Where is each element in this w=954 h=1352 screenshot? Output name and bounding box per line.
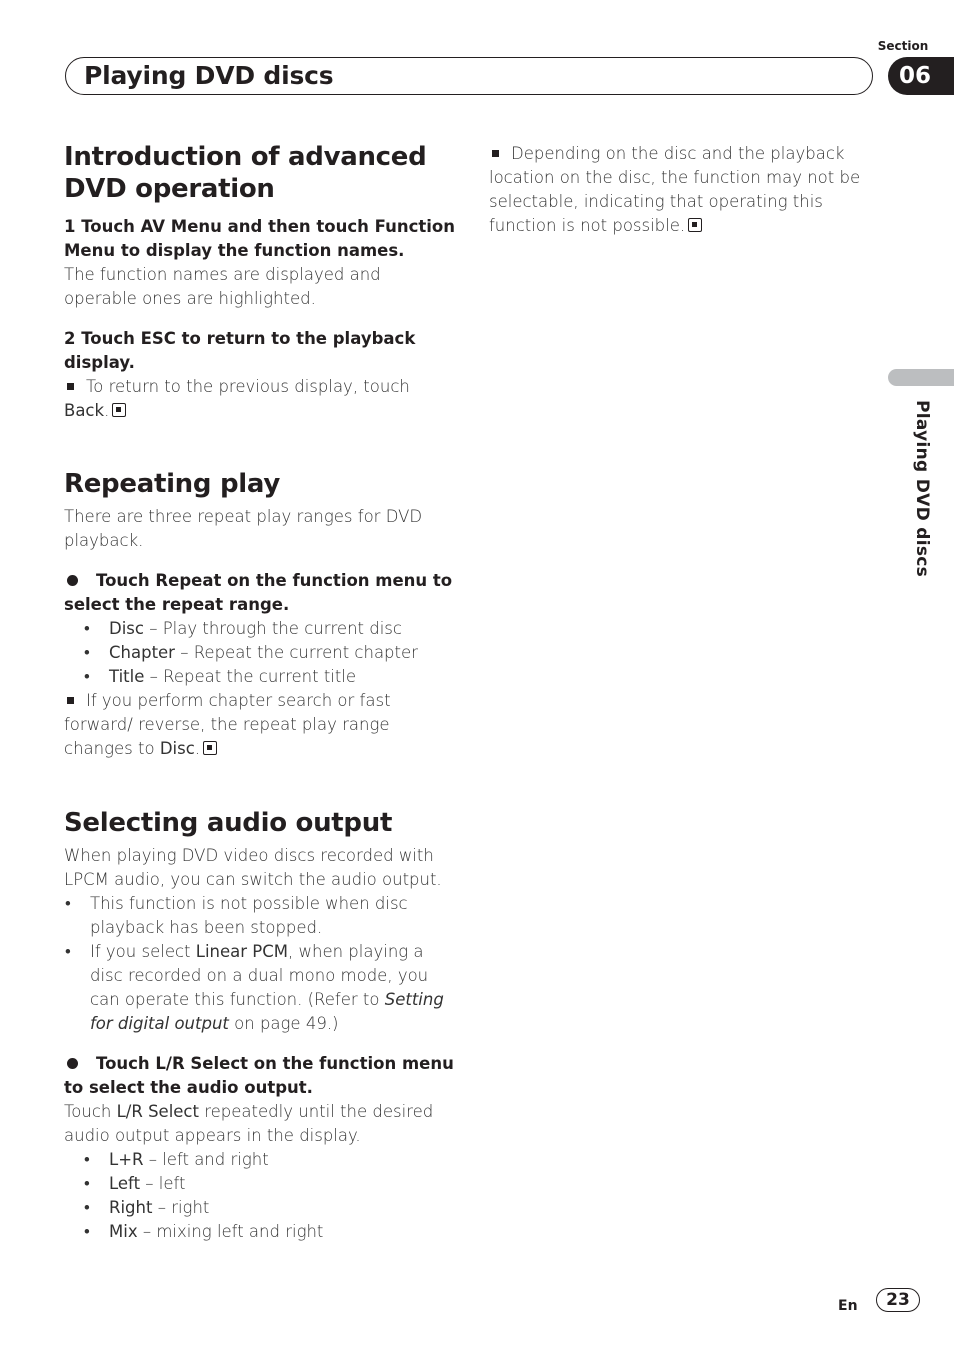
intro-heading: Introduction of advanced DVD operation — [64, 142, 427, 204]
header-title: Playing DVD discs — [84, 61, 334, 90]
left-column — [64, 141, 456, 1244]
intro-step2-note: To return to the previous display, touch Back. — [64, 377, 410, 420]
step-bullet-icon — [67, 575, 78, 586]
list-item: • L+R – left and right — [64, 1148, 456, 1172]
repeat-options-list — [64, 617, 456, 689]
list-item: • Mix – mixing left and right — [64, 1220, 456, 1244]
note-square-icon — [67, 383, 74, 390]
list-item: • Title – Repeat the current title — [64, 665, 456, 689]
section-label: Section — [877, 39, 929, 53]
audio-heading: Selecting audio output — [64, 808, 393, 838]
intro-step1-title: 1 Touch AV Menu and then touch Function Menu to display the function names. — [64, 217, 455, 260]
intro-step1-body: The function names are displayed and operable ones are highlighted. — [64, 265, 381, 308]
repeat-body: There are three repeat play ranges for DVD playback. — [64, 507, 423, 550]
end-mark-icon — [688, 218, 702, 232]
audio-body: When playing DVD video discs recorded with LPCM audio, you can switch the audio output. — [64, 846, 442, 889]
step-bullet-icon — [67, 1058, 78, 1069]
right-column — [489, 142, 881, 238]
end-mark-icon — [203, 741, 217, 755]
side-tab-label: Playing DVD discs — [912, 400, 932, 578]
list-item: • If you select Linear PCM, when playing a disc recorded on a dual mono mode, you can operate this function. (Refer to Setting for digital output on page 49.) — [64, 940, 456, 1036]
note-square-icon — [67, 697, 74, 704]
repeat-note: If you perform chapter search or fast forward/ reverse, the repeat play range changes to Disc. — [64, 691, 391, 758]
list-item: • Disc – Play through the current disc — [64, 617, 456, 641]
audio-options-list — [64, 1148, 456, 1244]
repeat-heading: Repeating play — [64, 469, 280, 499]
note-square-icon — [492, 150, 499, 157]
list-item: • This function is not possible when disc playback has been stopped. — [64, 892, 456, 940]
list-item: • Chapter – Repeat the current chapter — [64, 641, 456, 665]
audio-step-title: Touch L/R Select on the function menu to select the audio output. — [64, 1054, 454, 1097]
end-mark-icon — [112, 403, 126, 417]
right-note: Depending on the disc and the playback location on the disc, the function may not be selectable, indicating that operating this function is not possible. — [489, 144, 861, 235]
side-tab-bar — [888, 369, 954, 386]
audio-notes-list — [64, 892, 456, 1036]
page-number: 23 — [886, 1290, 910, 1310]
language-label: En — [838, 1298, 858, 1314]
list-item: • Right – right — [64, 1196, 456, 1220]
intro-step2-title: 2 Touch ESC to return to the playback display. — [64, 329, 416, 372]
repeat-step-title: Touch Repeat on the function menu to select the repeat range. — [64, 571, 453, 614]
list-item: • Left – left — [64, 1172, 456, 1196]
section-number: 06 — [898, 63, 931, 89]
audio-step-body: Touch L/R Select repeatedly until the desired audio output appears in the display. — [64, 1102, 434, 1145]
